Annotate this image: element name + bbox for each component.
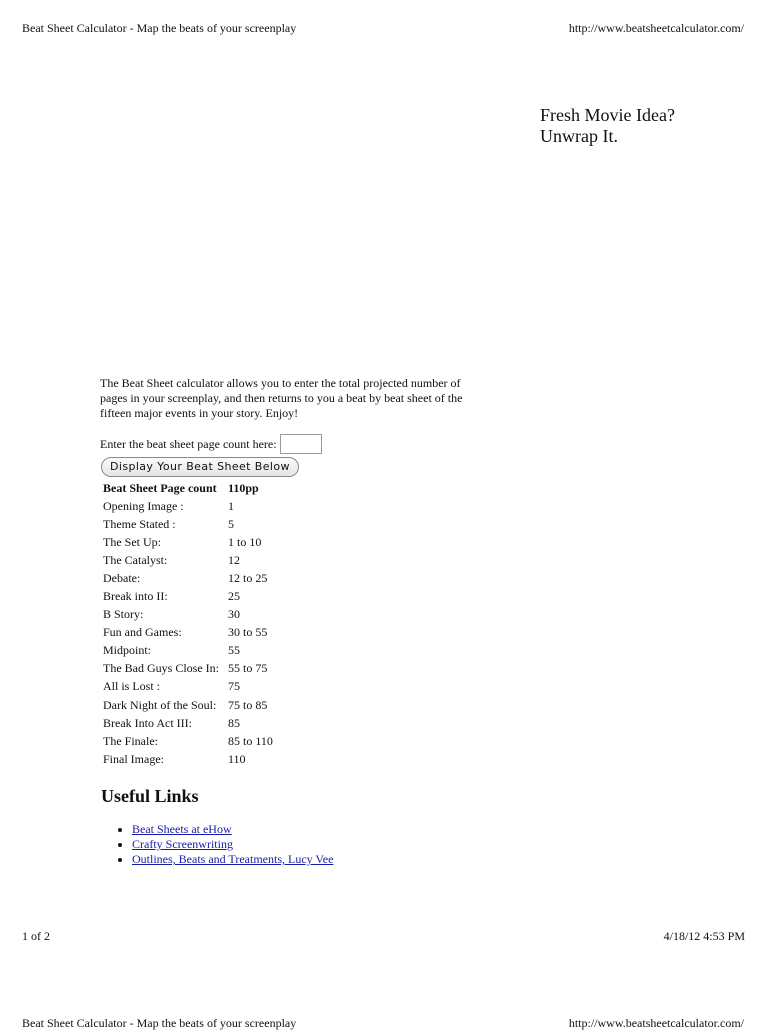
list-item (132, 837, 333, 852)
beat-name: Break into II: (103, 589, 168, 604)
beat-pages: 85 to 110 (228, 733, 273, 748)
table-row (102, 569, 273, 587)
next-page-header-title: Beat Sheet Calculator - Map the beats of your screenplay (22, 1016, 297, 1030)
print-timestamp: 4/18/12 4:53 PM (663, 929, 745, 943)
beat-name: Final Image: (103, 751, 164, 766)
table-row (102, 696, 273, 714)
print-header-url: http://www.beatsheetcalculator.com/ (568, 21, 744, 35)
useful-links-list (104, 822, 333, 867)
beat-pages: 30 to 55 (228, 625, 268, 640)
table-row (102, 678, 273, 696)
table-row (102, 497, 273, 515)
beat-pages: 85 (228, 715, 240, 730)
list-item (132, 822, 333, 837)
beat-name: B Story: (103, 607, 144, 622)
beat-pages: 55 (228, 643, 240, 658)
link-crafty-screenwriting[interactable]: Crafty Screenwriting (132, 837, 233, 851)
beat-name: Opening Image : (103, 498, 184, 513)
beat-name: Break Into Act III: (103, 715, 192, 730)
header-label: Beat Sheet Page count (103, 480, 217, 495)
table-row (102, 660, 273, 678)
beat-pages: 30 (228, 607, 240, 622)
beat-pages: 25 (228, 589, 240, 604)
page-count-label: Enter the beat sheet page count here: (100, 436, 277, 451)
beat-pages: 12 (228, 552, 240, 567)
beat-pages: 1 (228, 498, 234, 513)
beat-pages: 12 to 25 (228, 570, 268, 585)
beat-name: Dark Night of the Soul: (103, 697, 217, 712)
table-row (102, 642, 273, 660)
next-page-header-url: http://www.beatsheetcalculator.com/ (568, 1016, 744, 1030)
beat-pages: 75 to 85 (228, 697, 268, 712)
beat-pages: 55 to 75 (228, 661, 268, 676)
beat-pages: 5 (228, 516, 234, 531)
beat-pages: 75 (228, 679, 240, 694)
page-number: 1 of 2 (22, 929, 50, 943)
table-row (102, 750, 273, 768)
print-header-title: Beat Sheet Calculator - Map the beats of your screenplay (22, 21, 297, 35)
beat-name: Midpoint: (103, 643, 152, 658)
display-beat-sheet-button[interactable]: Display Your Beat Sheet Below (101, 457, 299, 477)
page-count-input[interactable] (280, 434, 322, 454)
beat-name: The Catalyst: (103, 552, 168, 567)
page-count-form (100, 434, 322, 454)
table-row (102, 714, 273, 732)
beat-name: The Bad Guys Close In: (103, 661, 219, 676)
beat-name: The Finale: (103, 733, 158, 748)
table-row (102, 587, 273, 605)
table-row (102, 533, 273, 551)
beat-name: All is Lost : (103, 679, 161, 694)
table-row (102, 732, 273, 750)
useful-links-heading: Useful Links (101, 786, 199, 806)
beat-sheet-header-row (102, 479, 273, 497)
ad-line-1: Fresh Movie Idea? (540, 105, 675, 125)
ad-line-2: Unwrap It. (540, 126, 618, 146)
beat-name: Debate: (103, 570, 141, 585)
beat-pages: 110 (228, 751, 246, 766)
list-item (132, 852, 333, 867)
ad-banner[interactable] (540, 105, 675, 147)
link-outlines-lucy-vee[interactable]: Outlines, Beats and Treatments, Lucy Vee (132, 852, 334, 866)
beat-pages: 1 to 10 (228, 534, 262, 549)
intro-text: The Beat Sheet calculator allows you to enter the total projected number of pages in your screenplay, and then returns to you a beat by beat sheet of the fifteen major events in your story. Enjoy! (100, 376, 463, 420)
table-row (102, 551, 273, 569)
link-beat-sheets-ehow[interactable]: Beat Sheets at eHow (132, 822, 232, 836)
beat-name: Theme Stated : (103, 516, 176, 531)
table-row (102, 624, 273, 642)
beat-sheet-table (102, 479, 273, 768)
beat-name: The Set Up: (103, 534, 161, 549)
beat-name: Fun and Games: (103, 625, 182, 640)
table-row (102, 606, 273, 624)
header-page-count: 110pp (228, 480, 259, 495)
table-row (102, 515, 273, 533)
